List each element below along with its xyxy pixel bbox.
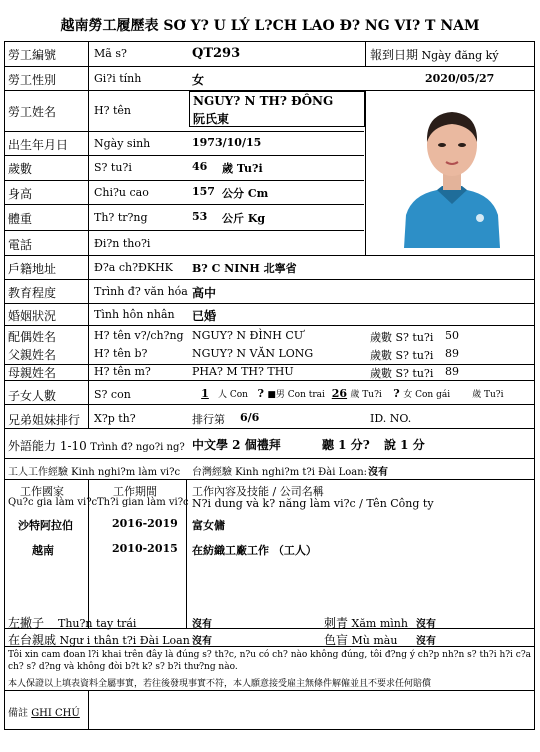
row-divider — [4, 255, 535, 256]
gender-label-vn: Gi?i tính — [94, 72, 142, 85]
col-divider — [88, 41, 89, 255]
son-age: 26 — [331, 387, 348, 400]
col-content-vn: N?i dung và k? năng làm vi?c / Tên Công ty — [192, 497, 434, 510]
code-label-vn: Mã s? — [94, 47, 127, 60]
father-age: 89 — [445, 347, 459, 360]
weight-value: 53 — [192, 210, 208, 223]
gender-value: 女 — [192, 73, 205, 87]
children-label: 子女人數 — [8, 389, 57, 403]
spouse-value: NGUY? N ĐÌNH CƯ — [192, 329, 304, 342]
color-blind-label: 色盲 Mù màu — [324, 633, 398, 647]
sibling-label: 兄弟姐妹排行 — [8, 413, 81, 427]
children-count-group — [192, 387, 503, 400]
name-value-vn: NGUY? N TH? ĐÔNG — [193, 94, 334, 108]
question-mark: ? — [257, 387, 264, 400]
row-divider — [4, 155, 364, 156]
sibling-label-vn: X?p th? — [94, 412, 136, 425]
phone-label: 電話 — [8, 238, 33, 252]
tattoo-label: 刺青 Xăm mình — [324, 616, 408, 630]
row-divider — [4, 204, 364, 205]
left-hand-label: 左撇子 Thu?n tay trái — [8, 616, 137, 630]
daughter-unit: 歲 Tu?i — [472, 390, 504, 400]
language-label: 外語能力 1-10 Trình đ? ngo?i ng? — [8, 439, 185, 453]
name-label: 勞工姓名 — [8, 105, 57, 119]
dob-label-vn: Ngày sinh — [94, 137, 151, 150]
rank-label: 排行第 — [192, 413, 225, 426]
relative-label: 在台親戚 Ngư i thân t?i Đài Loan — [8, 633, 190, 647]
height-label: 身高 — [8, 187, 33, 201]
col-country-vn: Qu?c gia làm vi?c — [8, 497, 98, 508]
row-divider — [4, 279, 535, 280]
reg-value: 2020/05/27 — [425, 72, 495, 85]
reg-label: 報到日期 Ngày đăng ký — [370, 48, 499, 62]
note-label: 備註 GHI CHÚ — [8, 708, 80, 719]
spouse-age: 50 — [445, 329, 459, 342]
name-label-vn: H? tên — [94, 104, 132, 117]
page-title: 越南勞工履歷表 SƠ Y? U LÝ L?CH LAO Đ? NG VI? T NAM — [60, 18, 480, 34]
age-value: 46 — [192, 160, 208, 173]
row-divider — [4, 690, 535, 691]
row-divider — [4, 66, 535, 67]
listen-score: 聽 1 分? — [322, 438, 370, 452]
code-label: 勞工編號 — [8, 48, 57, 62]
dob-label: 出生年月日 — [8, 138, 69, 152]
relative-value: 沒有 — [192, 636, 212, 647]
work-country: 沙特阿拉伯 — [18, 519, 73, 532]
name-value-zh: 阮氏東 — [193, 112, 230, 126]
age-unit: 歲 Tu?i — [222, 162, 263, 175]
declaration-zh: 本人保證以上填表資料全屬事實，若往後發現事實不符，本人願意接受雇主無條件解僱並且不要求任何賠償 — [8, 679, 432, 689]
worker-photo — [392, 100, 512, 248]
mother-age-label: 歲數 S? tu?i — [370, 367, 434, 380]
tattoo-value: 沒有 — [416, 619, 436, 630]
left-hand-value: 沒有 — [192, 619, 212, 630]
work-country: 越南 — [32, 544, 54, 557]
age-label: 歲數 — [8, 162, 33, 176]
address-value: B? C NINH 北寧省 — [192, 262, 297, 275]
mother-label: 母親姓名 — [8, 366, 57, 380]
row-divider — [4, 180, 364, 181]
spouse-label: 配偶姓名 — [8, 330, 57, 344]
row-divider — [4, 404, 535, 405]
phone-label-vn: Đi?n tho?i — [94, 237, 151, 250]
work-period: 2010-2015 — [112, 542, 178, 555]
col-period-zh: 工作期間 — [113, 485, 157, 498]
edu-label: 教育程度 — [8, 286, 57, 300]
color-blind-value: 沒有 — [416, 636, 436, 647]
father-age-label: 歲數 S? tu?i — [370, 349, 434, 362]
col-period-vn: Th?i gian làm vi?c — [97, 497, 189, 508]
son-label: ■男 Con trai — [267, 390, 325, 400]
weight-label-vn: Th? tr?ng — [94, 211, 148, 224]
age-label-vn: S? tu?i — [94, 161, 132, 174]
work-content: 在紡織工廠工作 （工人） — [192, 544, 317, 557]
address-label: 戶籍地址 — [8, 262, 57, 276]
col-divider — [365, 90, 366, 255]
taiwan-exp-value: 沒有 — [368, 467, 388, 478]
rank-value: 6/6 — [240, 411, 260, 424]
work-content: 富女傭 — [192, 519, 225, 532]
spouse-label-vn: H? tên v?/ch?ng — [94, 329, 184, 342]
father-label-vn: H? tên b? — [94, 347, 148, 360]
children-count: 1 — [201, 387, 209, 400]
row-divider — [4, 380, 535, 381]
language-value: 中文學 2 個禮拜 — [192, 438, 281, 452]
height-unit: 公分 Cm — [222, 187, 269, 200]
row-divider — [4, 131, 364, 132]
father-value: NGUY? N VĂN LONG — [192, 347, 314, 360]
work-period: 2016-2019 — [112, 517, 178, 530]
col-divider — [365, 41, 366, 66]
col-divider — [88, 255, 89, 428]
work-exp-label: 工人工作經驗 Kinh nghi?m làm vi?c — [8, 467, 181, 478]
gender-label: 勞工性別 — [8, 73, 57, 87]
mother-age: 89 — [445, 365, 459, 378]
address-label-vn: Đ?a ch?ĐKHK — [94, 261, 173, 274]
row-divider — [4, 479, 535, 480]
marital-label: 婚姻狀況 — [8, 309, 57, 323]
speak-score: 說 1 分 — [384, 438, 425, 452]
id-label: ID. NO. — [370, 412, 412, 425]
col-content-zh: 工作內容及技能 / 公司名稱 — [192, 485, 324, 498]
daughter-label: 女 Con gái — [403, 390, 451, 400]
height-label-vn: Chi?u cao — [94, 186, 149, 199]
weight-unit: 公斤 Kg — [222, 212, 266, 225]
edu-label-vn: Trình đ? văn hóa — [94, 285, 188, 298]
code-value: QT293 — [192, 46, 241, 61]
edu-value: 高中 — [192, 286, 217, 300]
row-divider — [4, 230, 364, 231]
row-divider — [4, 428, 535, 429]
children-label-vn: S? con — [94, 388, 131, 401]
col-divider — [88, 690, 89, 730]
marital-label-vn: Tình hôn nhân — [94, 308, 175, 321]
mother-label-vn: H? tên m? — [94, 365, 151, 378]
row-divider — [4, 303, 535, 304]
height-value: 157 — [192, 185, 215, 198]
father-label: 父親姓名 — [8, 348, 57, 362]
son-unit: 歲 Tu?i — [350, 390, 382, 400]
children-count-unit: 人 Con — [218, 390, 248, 400]
spouse-age-label: 歲數 S? tu?i — [370, 331, 434, 344]
marital-value: 已婚 — [192, 309, 217, 323]
col-country-zh: 工作國家 — [20, 485, 64, 498]
row-divider — [4, 325, 535, 326]
declaration-vn: Tôi xin cam đoan l?i khai trên đây là đúng s? th?c, n?u có ch? nào không đúng, tôi đ?ng ý ch?p nh?n s? th?i h?i c?a ch? s? d?ng và không đòi b?t k? s? b?i thư?ng nào. — [8, 650, 532, 672]
dob-value: 1973/10/15 — [192, 136, 262, 149]
weight-label: 體重 — [8, 212, 33, 226]
taiwan-exp-label: 台灣經驗 Kinh nghi?m t?i Đài Loan: — [192, 467, 368, 478]
row-divider — [4, 458, 535, 459]
mother-value: PHA? M TH? THU — [192, 365, 294, 378]
question-mark: ? — [393, 387, 400, 400]
